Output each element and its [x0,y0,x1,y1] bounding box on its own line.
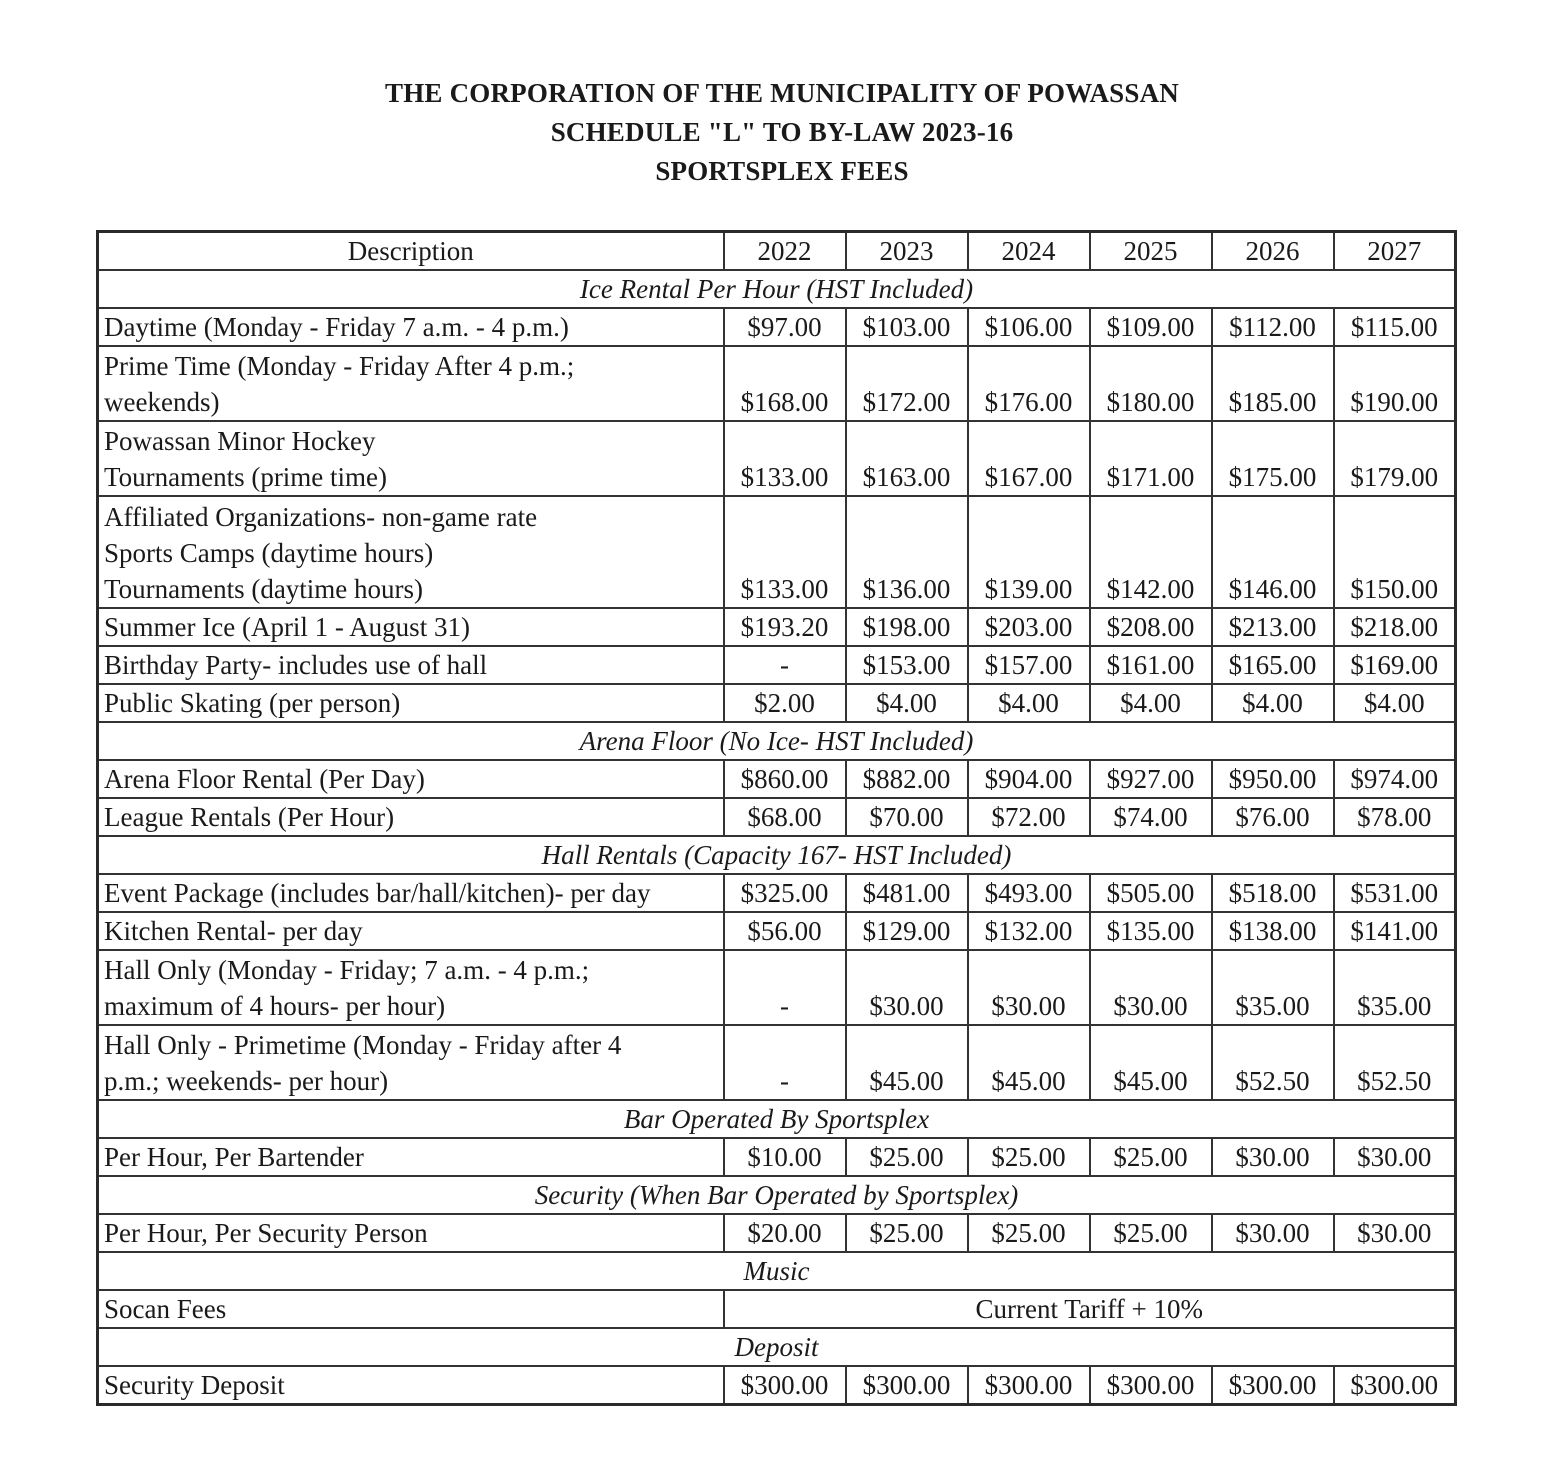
fee-cell: $10.00 [724,1138,846,1176]
fee-cell: $30.00 [846,950,968,1025]
table-row [98,496,1456,608]
fee-cell: $30.00 [1334,1138,1456,1176]
table-row [98,646,1456,684]
section-heading-row [98,836,1456,874]
fee-cell: $133.00 [724,496,846,608]
fee-cell: $172.00 [846,346,968,421]
section-heading-row [98,1176,1456,1214]
fee-cell: $30.00 [1212,1214,1334,1252]
fee-cell: $531.00 [1334,874,1456,912]
row-description-line: Prime Time (Monday - Friday After 4 p.m.; [104,351,575,381]
fee-cell: $169.00 [1334,646,1456,684]
fee-cell: $25.00 [846,1214,968,1252]
row-description [98,912,724,950]
row-description [98,308,724,346]
row-description [98,798,724,836]
row-description [98,608,724,646]
row-description [98,760,724,798]
fee-cell: $167.00 [968,421,1090,496]
fee-cell: $2.00 [724,684,846,722]
fee-cell: $161.00 [1090,646,1212,684]
section-title: Ice Rental Per Hour (HST Included) [98,270,1456,308]
section-title: Hall Rentals (Capacity 167- HST Included) [98,836,1456,874]
fee-cell: $163.00 [846,421,968,496]
table-row [98,1366,1456,1405]
fee-cell: $25.00 [1090,1138,1212,1176]
fee-cell: - [724,950,846,1025]
row-description-line: Kitchen Rental- per day [104,916,363,946]
row-description-line: p.m.; weekends- per hour) [104,1066,389,1096]
fee-cell: $300.00 [1090,1366,1212,1405]
fee-cell: $198.00 [846,608,968,646]
header-year: 2024 [968,232,1090,271]
fee-cell: $481.00 [846,874,968,912]
fee-cell: $97.00 [724,308,846,346]
table-row [98,798,1456,836]
fee-cell: $30.00 [1334,1214,1456,1252]
row-description [98,1138,724,1176]
fee-cell: $4.00 [846,684,968,722]
fee-cell: $300.00 [724,1366,846,1405]
row-description-line: Per Hour, Per Bartender [104,1142,364,1172]
table-row [98,760,1456,798]
fee-cell: $974.00 [1334,760,1456,798]
fee-cell: $132.00 [968,912,1090,950]
fee-cell: $300.00 [968,1366,1090,1405]
fee-cell: $72.00 [968,798,1090,836]
fee-cell: $325.00 [724,874,846,912]
fee-cell: $300.00 [1334,1366,1456,1405]
fee-cell: $176.00 [968,346,1090,421]
fee-cell: $153.00 [846,646,968,684]
section-heading-row [98,722,1456,760]
header-year: 2025 [1090,232,1212,271]
fee-cell: $142.00 [1090,496,1212,608]
fee-cell: $4.00 [968,684,1090,722]
row-description-line: Sports Camps (daytime hours) [104,538,434,568]
fee-cell: $35.00 [1334,950,1456,1025]
fee-cell: $76.00 [1212,798,1334,836]
fee-cell: $190.00 [1334,346,1456,421]
fee-cell: - [724,646,846,684]
fee-cell: $45.00 [968,1025,1090,1100]
fee-cell: $139.00 [968,496,1090,608]
header-year: 2023 [846,232,968,271]
row-description-line: Hall Only - Primetime (Monday - Friday after 4 [104,1030,622,1060]
fee-cell: $150.00 [1334,496,1456,608]
section-title: Music [98,1252,1456,1290]
heading-line-3: SPORTSPLEX FEES [655,156,909,186]
fee-cell: $146.00 [1212,496,1334,608]
document-heading [0,74,1564,191]
fee-cell: $493.00 [968,874,1090,912]
merged-fee-cell: Current Tariff + 10% [724,1290,1456,1328]
fee-cell: $218.00 [1334,608,1456,646]
row-description-line: Tournaments (daytime hours) [104,574,424,604]
table-row [98,1214,1456,1252]
fee-cell: $157.00 [968,646,1090,684]
row-description [98,346,724,421]
fee-cell: $518.00 [1212,874,1334,912]
fee-cell: $45.00 [846,1025,968,1100]
fee-cell: $300.00 [1212,1366,1334,1405]
section-title: Bar Operated By Sportsplex [98,1100,1456,1138]
fee-cell: $68.00 [724,798,846,836]
heading-line-2: SCHEDULE "L" TO BY-LAW 2023-16 [550,117,1014,147]
row-description-line: League Rentals (Per Hour) [104,802,395,832]
table-row [98,1290,1456,1328]
row-description-line: Hall Only (Monday - Friday; 7 a.m. - 4 p.m.; [104,955,590,985]
fee-cell: $208.00 [1090,608,1212,646]
row-description [98,421,724,496]
fee-cell: $141.00 [1334,912,1456,950]
fee-cell: $70.00 [846,798,968,836]
row-description [98,874,724,912]
fee-cell: $129.00 [846,912,968,950]
row-description-line: Public Skating (per person) [104,688,401,718]
section-heading-row [98,1252,1456,1290]
fee-cell: $25.00 [968,1214,1090,1252]
fees-table-body [98,232,1456,1405]
heading-line-1: THE CORPORATION OF THE MUNICIPALITY OF POWASSAN [385,78,1179,108]
row-description-line: weekends) [104,387,220,417]
row-description-line: Event Package (includes bar/hall/kitchen)- per day [104,878,651,908]
fee-cell: $927.00 [1090,760,1212,798]
row-description-line: Birthday Party- includes use of hall [104,650,488,680]
fee-cell: $45.00 [1090,1025,1212,1100]
fee-cell: $4.00 [1212,684,1334,722]
fee-cell: $30.00 [968,950,1090,1025]
fee-cell: $179.00 [1334,421,1456,496]
row-description-line: Security Deposit [104,1370,285,1400]
fee-cell: $103.00 [846,308,968,346]
row-description-line: Summer Ice (April 1 - August 31) [104,612,470,642]
table-row [98,950,1456,1025]
fee-cell: $35.00 [1212,950,1334,1025]
fee-cell: $135.00 [1090,912,1212,950]
fee-cell: $950.00 [1212,760,1334,798]
fee-cell: $30.00 [1212,1138,1334,1176]
table-row [98,1025,1456,1100]
section-title: Deposit [98,1328,1456,1366]
fee-cell: $25.00 [846,1138,968,1176]
fee-cell: $138.00 [1212,912,1334,950]
fee-cell: $505.00 [1090,874,1212,912]
section-title: Security (When Bar Operated by Sportsplex) [98,1176,1456,1214]
fee-cell: $4.00 [1090,684,1212,722]
row-description-line: Arena Floor Rental (Per Day) [104,764,425,794]
fee-cell: $904.00 [968,760,1090,798]
fee-cell: $860.00 [724,760,846,798]
section-heading-row [98,1328,1456,1366]
fee-cell: $30.00 [1090,950,1212,1025]
row-description-line: Affiliated Organizations- non-game rate [104,502,538,532]
section-heading-row [98,1100,1456,1138]
fee-cell: $171.00 [1090,421,1212,496]
row-description-line: maximum of 4 hours- per hour) [104,991,446,1021]
row-description [98,646,724,684]
row-description [98,1290,724,1328]
fee-cell: $180.00 [1090,346,1212,421]
fee-cell: $136.00 [846,496,968,608]
fees-table [96,230,1457,1406]
row-description [98,496,724,608]
row-description [98,950,724,1025]
fee-cell: $175.00 [1212,421,1334,496]
fee-cell: $20.00 [724,1214,846,1252]
fee-cell: $78.00 [1334,798,1456,836]
fee-cell: $185.00 [1212,346,1334,421]
section-title: Arena Floor (No Ice- HST Included) [98,722,1456,760]
table-row [98,421,1456,496]
fee-cell: - [724,1025,846,1100]
row-description-line: Tournaments (prime time) [104,462,388,492]
fee-cell: $4.00 [1334,684,1456,722]
header-year: 2022 [724,232,846,271]
fee-cell: $165.00 [1212,646,1334,684]
fee-cell: $203.00 [968,608,1090,646]
fee-cell: $300.00 [846,1366,968,1405]
fee-cell: $106.00 [968,308,1090,346]
fee-cell: $56.00 [724,912,846,950]
fee-cell: $74.00 [1090,798,1212,836]
fee-cell: $168.00 [724,346,846,421]
row-description [98,1025,724,1100]
header-year: 2026 [1212,232,1334,271]
fee-cell: $193.20 [724,608,846,646]
row-description [98,684,724,722]
table-row [98,346,1456,421]
fee-cell: $115.00 [1334,308,1456,346]
table-row [98,608,1456,646]
fee-cell: $109.00 [1090,308,1212,346]
table-row [98,308,1456,346]
fee-cell: $112.00 [1212,308,1334,346]
header-description: Description [98,232,724,271]
row-description-line: Per Hour, Per Security Person [104,1218,428,1248]
fee-cell: $52.50 [1212,1025,1334,1100]
fee-cell: $25.00 [968,1138,1090,1176]
row-description-line: Socan Fees [104,1294,227,1324]
table-row [98,684,1456,722]
section-heading-row [98,270,1456,308]
row-description-line: Powassan Minor Hockey [104,426,376,456]
fee-cell: $52.50 [1334,1025,1456,1100]
fee-cell: $25.00 [1090,1214,1212,1252]
table-row [98,912,1456,950]
fee-cell: $213.00 [1212,608,1334,646]
fee-cell: $882.00 [846,760,968,798]
row-description [98,1214,724,1252]
table-header-row [98,232,1456,271]
table-row [98,874,1456,912]
table-row [98,1138,1456,1176]
row-description [98,1366,724,1405]
fee-cell: $133.00 [724,421,846,496]
header-year: 2027 [1334,232,1456,271]
row-description-line: Daytime (Monday - Friday 7 a.m. - 4 p.m.) [104,312,569,342]
